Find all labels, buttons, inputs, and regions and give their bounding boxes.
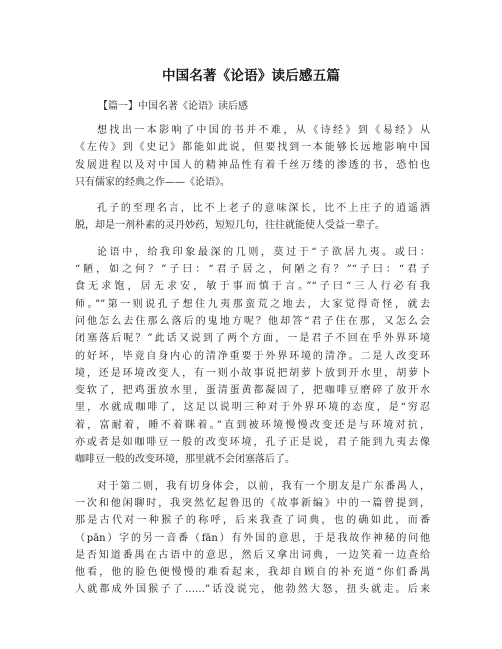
text-line: 孔子的至理名言，比不上老子的意味深长，比不上庄子的逍遥洒 — [97, 203, 430, 215]
text-line: 里，水就成咖啡了，这足以说明三种对于外界环境的态度，是“穷忍 — [75, 402, 430, 414]
paragraph-4 — [75, 478, 430, 599]
paragraph-3 — [75, 244, 430, 469]
text-line: 是否知道番禺在古语中的意思，然后又拿出词典，一边笑着一边查给 — [75, 549, 430, 561]
text-line: 发展进程以及对中国人的精神品性有着千丝万缕的渗透的书，恐怕也 — [75, 159, 430, 171]
text-line: 境，还是环境改变人，有一则小故事说把胡萝卜放到开水里，胡萝卜 — [75, 367, 430, 379]
text-line: “陋，如之何？”子曰：“君子居之，何陋之有？”“子曰：“君子 — [75, 264, 430, 276]
text-line: 着，富耐着，睡不着眯着。”直到被环境慢慢改变还是与环境对抗， — [75, 419, 430, 431]
text-line: 对于第二则，我有切身体会，以前，我有一个朋友是广东番禺人， — [97, 480, 430, 492]
text-line: 食无求饱，居无求安，敏于事而慎于言。”“子曰“三人行必有我 — [75, 281, 430, 293]
section-heading: 【篇一】中国名著《论语》读后感 — [98, 101, 248, 112]
text-line: 师。””第一则说孔子想住九夷那蛮荒之地去，大家觉得奇怪，就去 — [75, 298, 430, 310]
text-line: 闭塞落后呢？”此话又说到了两个方面，一是君子不回在乎外界环境 — [75, 333, 430, 345]
text-line: 脱，却是一剂朴素的灵丹妙药，短短几句，往往就能使人受益一辈子。 — [75, 220, 385, 232]
paragraph-2 — [75, 200, 430, 235]
text-line: 只有儒家的经典之作——《论语》。 — [75, 176, 230, 188]
text-line: 那是古代对一种猴子的称呼，后来我查了词典，也的确如此，而番 — [75, 515, 430, 527]
document-body — [75, 122, 430, 608]
text-line: 问他怎么去住那么落后的鬼地方呢？他却答“君子住在那，又怎么会 — [75, 315, 430, 327]
text-line: 一次和他闲聊时，我突然忆起鲁迅的《故事新编》中的一篇曾提到， — [75, 497, 430, 509]
text-line: 咖啡豆一般的改变环境，那里就不会闭塞落后了。 — [75, 454, 295, 466]
text-line: 想找出一本影响了中国的书并不难，从《诗经》到《易经》从 — [97, 125, 430, 136]
text-line: 他看，他的脸色便慢慢的难看起来，我却自顾自的补充道“你们番禺 — [75, 567, 430, 579]
text-line: 《左传》到《史记》都能如此说，但要找到一本能够长远地影响中国 — [75, 142, 430, 154]
text-line: 人就都成外国猴子了……”话没说完，他勃然大怒，扭头就走。后来 — [75, 584, 430, 596]
document-title: 中国名著《论语》读后感五篇 — [161, 68, 341, 84]
text-line: 变软了，把鸡蛋放水里，蛋清蛋黄都凝固了，把咖啡豆磨碎了放开水 — [75, 385, 430, 397]
text-line: （pān）字的另一音番（fān）有外国的意思，于是我故作神秘的问他 — [75, 532, 430, 544]
text-line: 亦或者是如咖啡豆一般的改变环境，孔子正是说，君子能到九夷去像 — [75, 437, 430, 449]
text-line: 的好坏，毕竟自身内心的清净重要于外界环境的清净。二是人改变环 — [75, 350, 430, 362]
paragraph-1 — [75, 122, 430, 191]
text-line: 论语中，给我印象最深的几则，莫过于“子欲居九夷。或曰： — [97, 246, 430, 258]
